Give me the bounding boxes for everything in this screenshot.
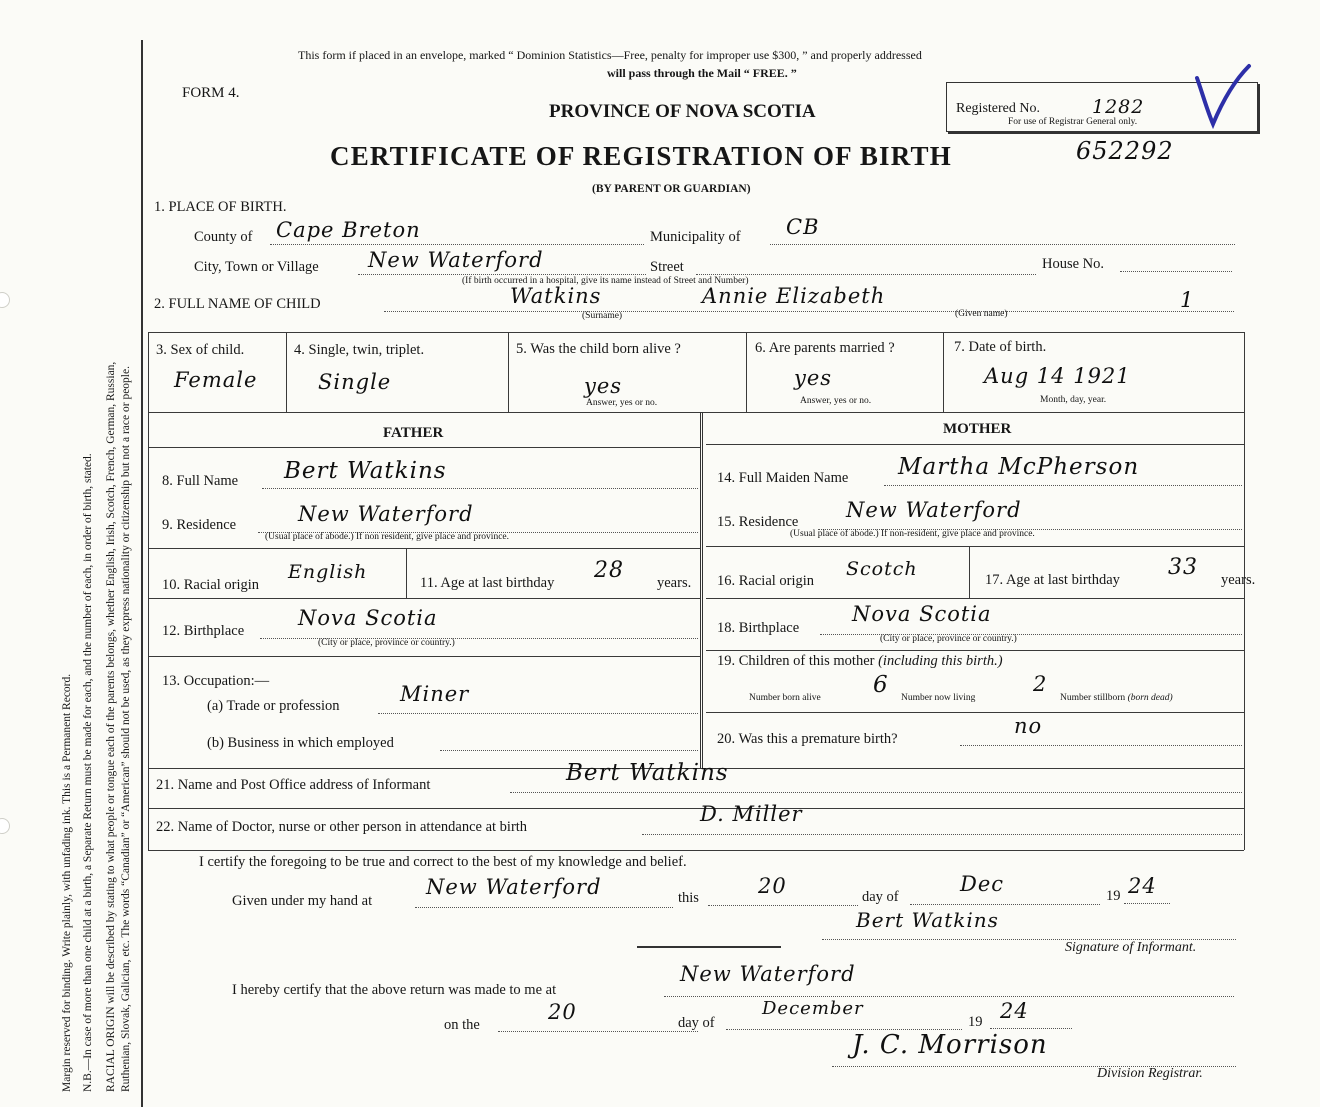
father-business-label: (b) Business in which employed [207, 735, 394, 751]
father-heading: FATHER [383, 425, 444, 441]
mother-residence-label: 15. Residence [717, 514, 799, 530]
municipality-label: Municipality of [650, 229, 741, 245]
mother-birthplace-label: 18. Birthplace [717, 620, 800, 636]
binding-hole-bottom [0, 818, 10, 834]
father-years-label: years. [657, 575, 692, 591]
province-heading: PROVINCE OF NOVA SCOTIA [549, 101, 816, 122]
father-trade-label: (a) Trade or profession [207, 698, 340, 714]
division-registrar-caption: Division Registrar. [1097, 1066, 1203, 1081]
informant-signature: Bert Watkins [856, 908, 999, 932]
now-living-count-value: 2 [1033, 672, 1048, 696]
mother-years-label: years. [1221, 572, 1256, 588]
child-given-name: Annie Elizabeth [702, 284, 886, 308]
stillborn-label-text: Number stillborn [1060, 693, 1126, 703]
registrar-day-value: 20 [548, 1000, 577, 1024]
father-occupation-label: 13. Occupation:— [162, 673, 270, 689]
premature-birth-value: no [1014, 714, 1043, 738]
place-of-birth-label: 1. PLACE OF BIRTH. [154, 199, 287, 215]
child-name-label: 2. FULL NAME OF CHILD [154, 296, 321, 312]
sex-value: Female [174, 368, 258, 392]
form-left-border [141, 40, 143, 1107]
hospital-note: (If birth occurred in a hospital, give its name instead of Street and Number) [462, 276, 749, 286]
children-note-text: (including this birth.) [878, 653, 1003, 669]
premature-birth-label: 20. Was this a premature birth? [717, 731, 898, 747]
given-day-of-label: day of [862, 889, 899, 905]
margin-note-multiple-births: N.B.—In case of more than one child at a birth, a Separate Return must be made for each, and the number of each, in order of birth, stated. [82, 453, 94, 1092]
mother-name-value: Martha McPherson [898, 454, 1140, 480]
given-day-value: 20 [758, 874, 787, 898]
born-alive-label: 5. Was the child born alive ? [516, 341, 681, 357]
registrar-place-value: New Waterford [680, 962, 856, 986]
father-racial-origin-label: 10. Racial origin [162, 577, 260, 593]
certification-statement: I certify the foregoing to be true and correct to the best of my knowledge and belief. [199, 854, 687, 870]
registrar-statement: I hereby certify that the above return was made to me at [232, 982, 557, 998]
registrar-on-the-label: on the [444, 1017, 480, 1033]
mother-residence-caption: (Usual place of abode.) If non-resident, give place and province. [790, 529, 1035, 539]
registered-note: For use of Registrar General only. [1008, 117, 1138, 127]
father-residence-label: 9. Residence [162, 517, 237, 533]
county-label: County of [194, 229, 253, 245]
registered-value: 1282 [1092, 96, 1145, 118]
father-residence-caption: (Usual place of abode.) If non resident, give place and province. [265, 532, 509, 542]
registered-label: Registered No. [956, 101, 1040, 116]
father-residence-value: New Waterford [298, 502, 474, 526]
binding-hole-top [0, 292, 10, 308]
given-year-prefix: 19 [1106, 888, 1121, 904]
mother-residence-value: New Waterford [846, 498, 1022, 522]
mother-age-value: 33 [1168, 555, 1198, 580]
father-trade-value: Miner [400, 682, 470, 706]
mother-age-label: 17. Age at last birthday [985, 572, 1120, 588]
father-birthplace-caption: (City or place, province or country.) [318, 638, 455, 648]
certificate-title: CERTIFICATE OF REGISTRATION OF BIRTH [330, 141, 952, 171]
parents-married-value: yes [794, 366, 833, 390]
mother-name-label: 14. Full Maiden Name [717, 470, 849, 486]
mail-note-line-2: will pass through the Mail “ FREE. ” [607, 66, 797, 80]
form-number: FORM 4. [182, 85, 240, 101]
stillborn-count-label [1060, 693, 1173, 703]
children-of-mother-label [717, 653, 1003, 670]
given-under-hand-label: Given under my hand at [232, 893, 373, 909]
municipality-value: CB [786, 215, 820, 239]
father-racial-origin-value: English [288, 561, 368, 583]
born-alive-caption: Answer, yes or no. [586, 398, 658, 408]
sex-label: 3. Sex of child. [156, 342, 245, 358]
father-age-value: 28 [594, 558, 624, 583]
given-place-value: New Waterford [426, 875, 602, 899]
given-month-value: Dec [960, 872, 1005, 896]
registrar-signature: J. C. Morrison [852, 1030, 1048, 1060]
county-value: Cape Breton [276, 218, 421, 242]
father-age-label: 11. Age at last birthday [420, 575, 555, 591]
informant-signature-caption: Signature of Informant. [1065, 940, 1197, 955]
parents-married-label: 6. Are parents married ? [755, 340, 895, 356]
date-of-birth-label: 7. Date of birth. [954, 339, 1047, 355]
born-alive-count-value: 6 [873, 672, 889, 698]
mother-birthplace-caption: (City or place, province or country.) [880, 634, 1017, 644]
father-name-value: Bert Watkins [284, 458, 447, 484]
registrar-year-suffix: 24 [1000, 999, 1029, 1023]
city-value: New Waterford [368, 248, 544, 272]
city-label: City, Town or Village [194, 259, 319, 275]
margin-note-racial-origin-cont: Ruthenian, Slovak, Galician, etc. The words “Canadian” or “American” should not be used, as they express nationality or citizenship but not a race or people. [120, 366, 132, 1092]
born-alive-value: yes [584, 374, 623, 398]
child-name-mark: 1 [1180, 288, 1195, 312]
doctor-label: 22. Name of Doctor, nurse or other person in attendance at birth [156, 819, 528, 835]
doctor-value: D. Miller [700, 802, 803, 826]
mother-heading: MOTHER [943, 421, 1012, 437]
given-this-label: this [678, 890, 699, 906]
margin-note-racial-origin: RACIAL ORIGIN will be described by stating to what people or tongue each of the parents belongs, whether English, Irish, Scotch, French, German, Russian, [105, 361, 117, 1092]
margin-note-binding: Margin reserved for binding. Write plainly, with unfading ink. This is a Permanent Record. [61, 673, 73, 1092]
certificate-subtitle: (BY PARENT OR GUARDIAN) [592, 183, 751, 195]
date-of-birth-caption: Month, day, year. [1040, 395, 1107, 405]
mother-racial-origin-label: 16. Racial origin [717, 573, 815, 589]
registrar-month-value: December [762, 998, 864, 1019]
mail-note-line-1: This form if placed in an envelope, marked “ Dominion Statistics—Free, penalty for improper use $300, ” and properly addressed [298, 48, 922, 62]
mother-racial-origin-value: Scotch [846, 558, 918, 580]
plurality-label: 4. Single, twin, triplet. [294, 342, 425, 358]
father-birthplace-label: 12. Birthplace [162, 623, 245, 639]
parents-married-caption: Answer, yes or no. [800, 396, 872, 406]
born-alive-count-label: Number born alive [749, 693, 821, 703]
given-name-caption: (Given name) [955, 309, 1008, 319]
date-of-birth-value: Aug 14 1921 [984, 364, 1131, 388]
children-label-text: 19. Children of this mother [717, 653, 875, 669]
informant-label: 21. Name and Post Office address of Informant [156, 777, 431, 793]
street-label: Street [650, 259, 684, 275]
father-name-label: 8. Full Name [162, 473, 239, 489]
father-birthplace-value: Nova Scotia [298, 606, 438, 630]
certificate-number: 652292 [1076, 137, 1174, 165]
now-living-count-label: Number now living [901, 693, 976, 703]
house-number-label: House No. [1042, 256, 1105, 272]
stillborn-note-text: (born dead) [1127, 693, 1173, 703]
check-mark-icon [1193, 60, 1253, 130]
surname-caption: (Surname) [582, 311, 623, 321]
plurality-value: Single [318, 370, 392, 394]
registrar-year-prefix: 19 [968, 1014, 983, 1030]
registrar-day-of-label: day of [678, 1015, 715, 1031]
child-surname: Watkins [510, 284, 602, 308]
mother-birthplace-value: Nova Scotia [852, 602, 992, 626]
informant-value: Bert Watkins [566, 760, 729, 786]
given-year-suffix: 24 [1128, 874, 1157, 898]
